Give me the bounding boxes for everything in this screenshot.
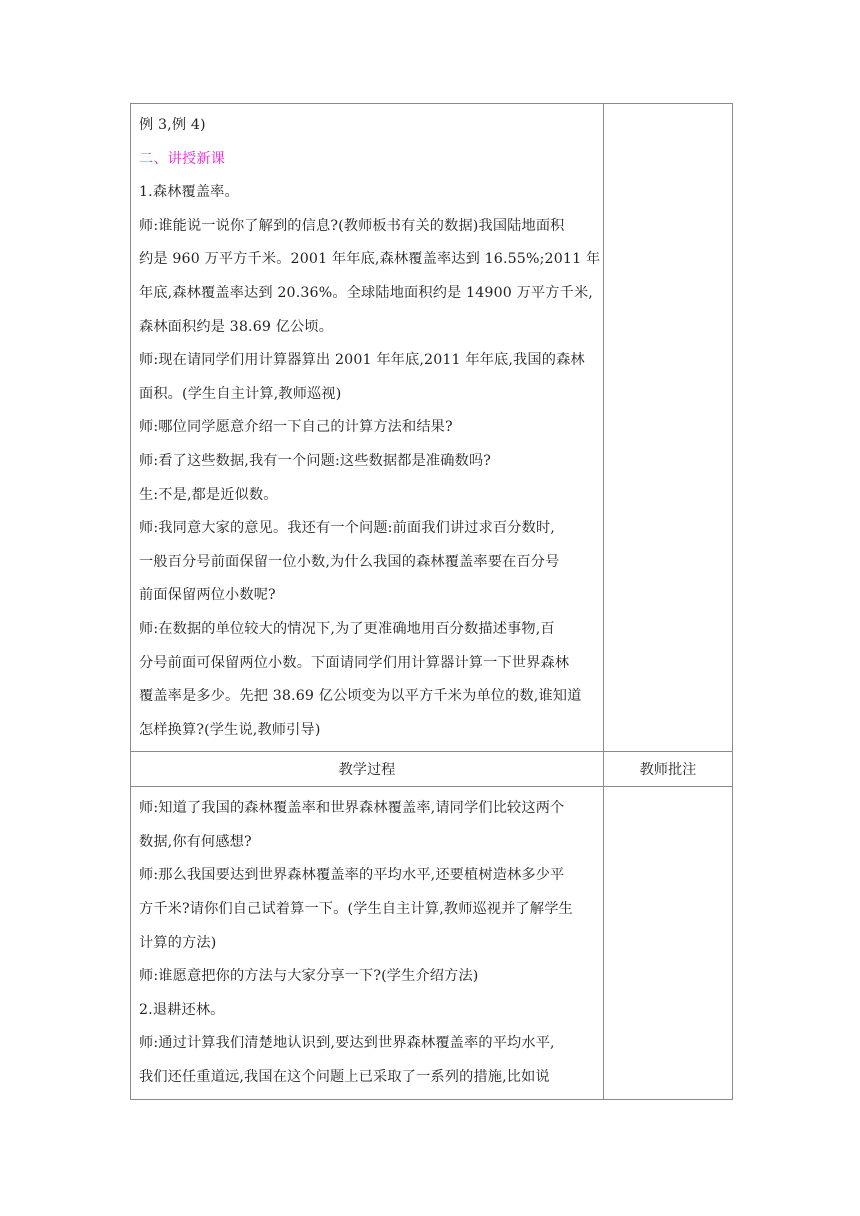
- teaching-process-header: 教学过程: [131, 752, 604, 787]
- subheading-return-farmland: 2.退耕还林。: [139, 1001, 225, 1018]
- text-line: 师:通过计算我们清楚地认识到,要达到世界森林覆盖率的平均水平,: [139, 1035, 555, 1052]
- text-line: 方千米?请你们自己试着算一下。(学生自主计算,教师巡视并了解学生: [139, 901, 573, 918]
- text-line: 师:在数据的单位较大的情况下,为了更准确地用百分数描述事物,百: [139, 620, 555, 637]
- teacher-notes-header: 教师批注: [604, 752, 733, 787]
- table-row-content-2: [131, 787, 733, 1099]
- text-line: 年底,森林覆盖率达到 20.36%。全球陆地面积约是 14900 万平方千米,: [139, 284, 593, 301]
- table-row-content-1: [131, 104, 733, 752]
- text-line: 生:不是,都是近似数。: [139, 486, 278, 503]
- text-line: 覆盖率是多少。先把 38.69 亿公顷变为以平方千米为单位的数,谁知道: [139, 688, 582, 705]
- notes-cell-2: [604, 787, 733, 1099]
- process-cell-2: [131, 787, 604, 1099]
- text-line: 计算的方法): [139, 934, 217, 951]
- text-line: 约是 960 万平方千米。2001 年年底,森林覆盖率达到 16.55%;2011 年: [139, 251, 601, 268]
- text-line: 师:我同意大家的意见。我还有一个问题:前面我们讲过求百分数时,: [139, 520, 555, 537]
- text-line: 数据,你有何感想?: [139, 833, 252, 850]
- text-line: 例 3,例 4): [139, 117, 206, 133]
- text-line: 面积。(学生自主计算,教师巡视): [139, 385, 342, 402]
- text-line: 我们还任重道远,我国在这个问题上已采取了一系列的措施,比如说: [139, 1069, 550, 1086]
- text-line: 怎样换算?(学生说,教师引导): [139, 721, 321, 738]
- process-cell-1: [131, 104, 604, 752]
- text-line: 师:看了这些数据,我有一个问题:这些数据都是准确数吗?: [139, 452, 492, 469]
- text-line: 师:谁愿意把你的方法与大家分享一下?(学生介绍方法): [139, 968, 479, 985]
- text-line: 师:那么我国要达到世界森林覆盖率的平均水平,还要植树造林多少平: [139, 867, 565, 884]
- table-header-row: [131, 752, 733, 787]
- subheading-forest-coverage: 1.森林覆盖率。: [139, 184, 239, 201]
- lesson-plan-table: [130, 103, 733, 1100]
- notes-cell-1: [604, 104, 733, 752]
- text-line: 森林面积约是 38.69 亿公顷。: [139, 318, 334, 335]
- text-line: 师:谁能说一说你了解到的信息?(教师板书有关的数据)我国陆地面积: [139, 217, 565, 234]
- text-line: 师:现在请同学们用计算器算出 2001 年年底,2011 年年底,我国的森林: [139, 352, 585, 369]
- text-line: 前面保留两位小数呢?: [139, 587, 276, 604]
- section-heading-new-lesson: 二、讲授新课: [139, 150, 226, 167]
- text-line: 分号前面可保留两位小数。下面请同学们用计算器计算一下世界森林: [139, 654, 570, 671]
- text-line: 一般百分号前面保留一位小数,为什么我国的森林覆盖率要在百分号: [139, 553, 560, 570]
- text-line: 师:哪位同学愿意介绍一下自己的计算方法和结果?: [139, 419, 453, 436]
- text-line: 师:知道了我国的森林覆盖率和世界森林覆盖率,请同学们比较这两个: [139, 800, 565, 817]
